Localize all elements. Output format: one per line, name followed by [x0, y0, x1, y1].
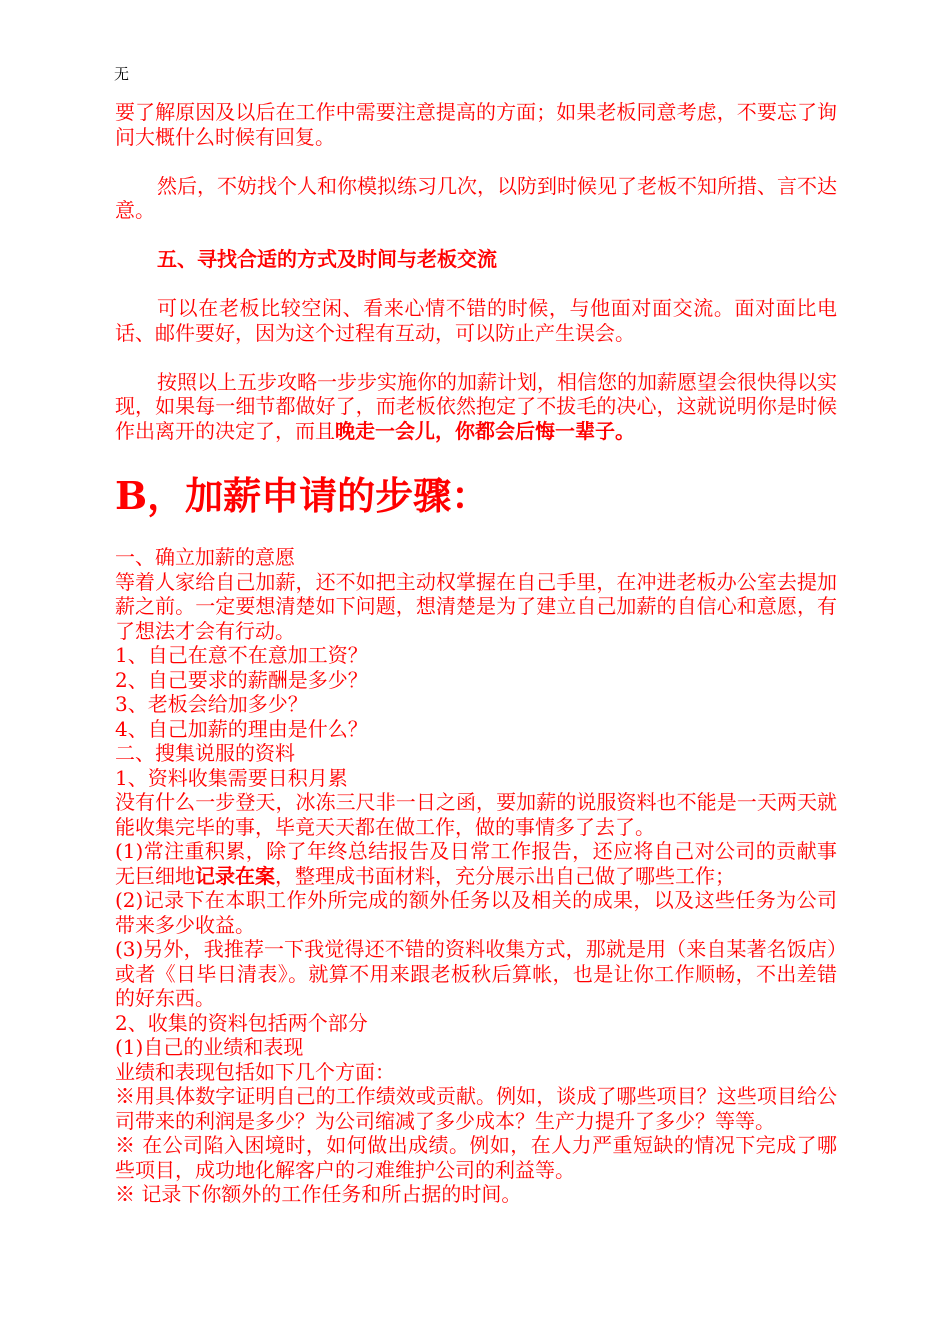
list-item: 2、自己要求的薪酬是多少？: [115, 667, 368, 692]
subsection-two-intro: 业绩和表现包括如下几个方面：: [115, 1059, 395, 1084]
item-text: (1)常注重积累，除了年终总结报告及日常工作报告，还应将自己对公司的贡献事无巨细地: [115, 839, 837, 888]
paragraph-practice: 然后，不妨找个人和你模拟练习几次，以防到时候见了老板不知所措、言不达意。: [115, 173, 837, 222]
list-item: 1、自己在意不在意加工资？: [115, 643, 368, 667]
numbered-item-3: (3)另外，我推荐一下我觉得还不错的资料收集方式，那就是用（来自某著名饭店）或者《日毕日清表》。就算不用来跟老板秋后算帐，也是让你工作顺畅，不出差错的好东西。: [115, 937, 837, 1010]
conclusion-text: 按照以上五步攻略一步步实施你的加薪计划，相信您的加薪愿望会很快得以实现，如果每一细节都做好了，而老板依然抱定了不拔毛的决心，这就说明你是时候作出离开的决定了，而且: [115, 369, 837, 443]
numbered-item-1: [115, 839, 837, 888]
list-item: 4、自己加薪的理由是什么？: [115, 716, 368, 741]
bullet-point: ※用具体数字证明自己的工作绩效或贡献。例如，谈成了哪些项目？这些项目给公司带来的利润是多少？为公司缩减了多少成本？生产力提升了多少？等等。: [115, 1084, 837, 1133]
part-b-heading: B，加薪申请的步骤：: [115, 473, 490, 518]
document-body: [115, 100, 837, 1207]
item-text: ，整理成书面材料，充分展示出自己做了哪些工作；: [275, 863, 735, 888]
subsection-one-paragraph: 没有什么一步登天，冰冻三尺非一日之函，要加薪的说服资料也不能是一天两天就能收集完毕的事，毕竟天天都在做工作，做的事情多了去了。: [115, 790, 837, 839]
list-item: 3、老板会给加多少？: [115, 692, 308, 716]
numbered-item-2: (2)记录下在本职工作外所完成的额外任务以及相关的成果，以及这些任务为公司带来多少收益。: [115, 888, 837, 937]
conclusion-emphasis: 晚走一会儿，你都会后悔一辈子。: [335, 418, 635, 443]
subsection-two-item: (1)自己的业绩和表现: [115, 1035, 304, 1059]
bullet-point: ※ 记录下你额外的工作任务和所占据的时间。: [115, 1182, 522, 1206]
subsection-one-title: 1、资料收集需要日积月累: [115, 765, 348, 790]
bullet-point: ※ 在公司陷入困境时，如何做出成绩。例如，在人力严重短缺的情况下完成了哪些项目，成功地化解客户的刁难维护公司的利益等。: [115, 1133, 837, 1182]
header-mark: 无: [114, 65, 130, 83]
item-emphasis: 记录在案: [195, 863, 275, 888]
paragraph-continued: 要了解原因及以后在工作中需要注意提高的方面；如果老板同意考虑，不要忘了询问大概什么时候有回复。: [115, 100, 837, 149]
section-one-paragraph: 等着人家给自己加薪，还不如把主动权掌握在自己手里，在冲进老板办公室去提加薪之前。一定要想清楚如下问题，想清楚是为了建立自己加薪的自信心和意愿，有了想法才会有行动。: [115, 569, 837, 643]
section-two-title: 二、搜集说服的资料: [115, 741, 295, 765]
paragraph-communication: 可以在老板比较空闲、看来心情不错的时候，与他面对面交流。面对面比电话、邮件要好，因为这个过程有互动，可以防止产生误会。: [115, 296, 837, 345]
paragraph-conclusion: [115, 370, 837, 444]
subsection-two-title: 2、收集的资料包括两个部分: [115, 1010, 368, 1035]
section-five-title: 五、寻找合适的方式及时间与老板交流: [157, 247, 497, 271]
section-one-title: 一、确立加薪的意愿: [115, 545, 295, 569]
